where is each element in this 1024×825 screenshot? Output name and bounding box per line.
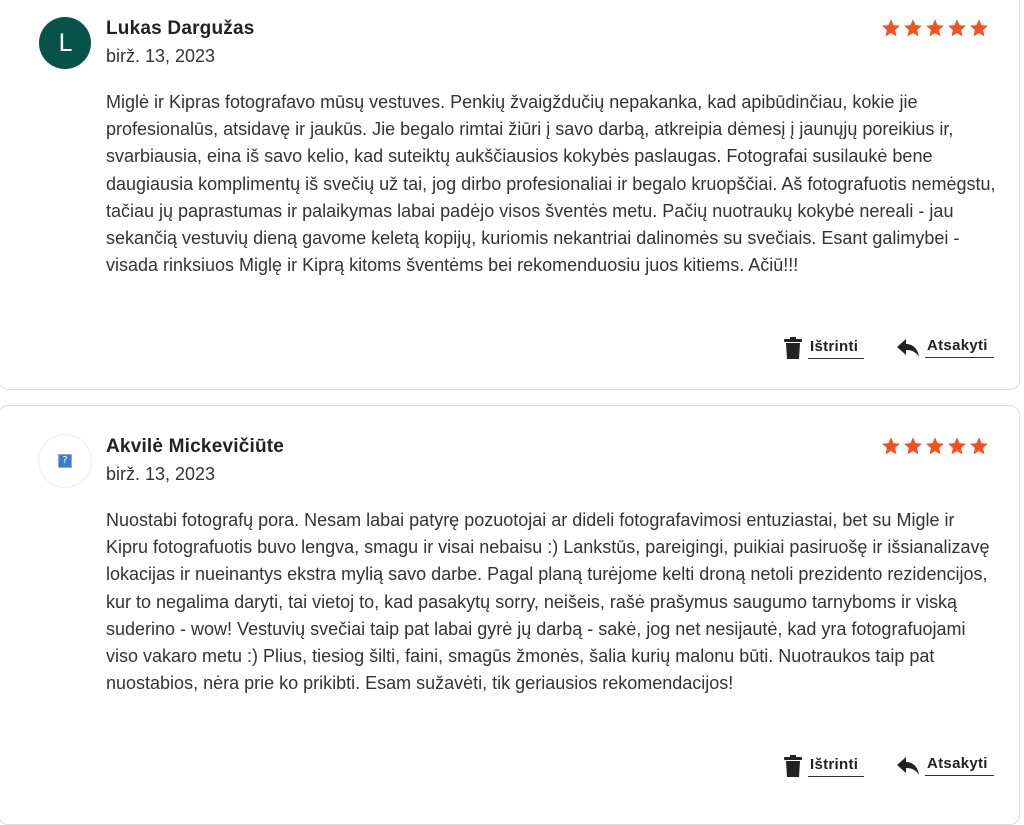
review-date: birž. 13, 2023	[106, 46, 216, 66]
star-icon	[903, 18, 923, 38]
star-icon	[903, 436, 923, 456]
star-rating	[881, 436, 989, 456]
delete-label: Ištrinti	[808, 756, 864, 777]
review-date: birž. 13, 2023	[106, 464, 216, 484]
reply-button[interactable]	[897, 755, 994, 776]
broken-image-icon: ?	[58, 454, 72, 468]
review-card	[0, 405, 1020, 825]
reviewer-name: Lukas Dargužas	[106, 18, 255, 39]
review-text: Miglė ir Kipras fotografavo mūsų vestuves. Penkių žvaigždučių nepakanka, kad apibūdinčiau, kokie jie profesionalūs, atsidavę ir jaukūs. Jie begalo rimtai žiūri į savo darbą, atkreipia dėmesį į jaunųjų poreikius ir, svarbiausia, eina iš savo kelio, kad suteiktų aukščiausios kokybės paslaugas. Fotografai susilaukė bene daugiausia komplimentų iš svečių už tai, jog dirbo profesionaliai ir begalo kruopščiai. Aš fotografuotis nemėgstu, tačiau jų paprastumas ir palaikymas labai padėjo visos šventės metu. Pačių nuotraukų kokybė nereali - jau sekančią vestuvių dieną gavome keletą kopijų, kuriomis nekantriai dalinomės su svečiais. Esant galimybei - visada rinksiuos Miglę ir Kiprą kitoms šventėms bei rekomenduosiu juos kitiems. Ačiū!!!	[106, 92, 996, 276]
avatar-letter: L	[58, 29, 72, 57]
avatar	[39, 435, 91, 487]
reply-label: Atsakyti	[925, 755, 994, 776]
avatar	[39, 17, 91, 69]
star-icon	[969, 436, 989, 456]
reply-arrow-icon	[897, 339, 919, 357]
star-icon	[925, 18, 945, 38]
review-card	[0, 0, 1020, 390]
star-icon	[925, 436, 945, 456]
trash-icon	[784, 755, 802, 777]
star-icon	[969, 18, 989, 38]
reply-arrow-icon	[897, 757, 919, 775]
trash-icon	[784, 337, 802, 359]
reply-button[interactable]	[897, 337, 994, 358]
reviewer-name: Akvilė Mickevičiūte	[106, 436, 285, 457]
star-icon	[881, 436, 901, 456]
delete-button[interactable]	[784, 755, 864, 777]
reply-label: Atsakyti	[925, 337, 994, 358]
delete-label: Ištrinti	[808, 338, 864, 359]
review-text: Nuostabi fotografų pora. Nesam labai patyrę pozuotojai ar dideli fotografavimosi entuziastai, bet su Migle ir Kipru fotografuotis buvo lengva, smagu ir visai nebaisu :) Lankstūs, pareigingi, puikiai pasiruošę ir išsianalizavę lokacijas ir nueinantys ekstra mylią savo darbe. Pagal planą turėjome kelti droną netoli prezidento rezidencijos, kur to negalima daryti, tai vietoj to, kad pasakytų sorry, neišeis, rašė prašymus saugumo tarnyboms ir viską suderino - wow! Vestuvių svečiai taip pat labai gyrė jų darbą - sakė, jog net nesijautė, kad yra fotografuojami viso vakaro metu :) Plius, tiesiog šilti, faini, smagūs žmonės, šalia kurių malonu būti. Nuotraukos taip pat nuostabios, nėra prie ko prikibti. Esam sužavėti, tik geriausios rekomendacijos!	[106, 510, 990, 694]
star-icon	[947, 18, 967, 38]
delete-button[interactable]	[784, 337, 864, 359]
star-icon	[947, 436, 967, 456]
star-icon	[881, 18, 901, 38]
star-rating	[881, 18, 989, 38]
